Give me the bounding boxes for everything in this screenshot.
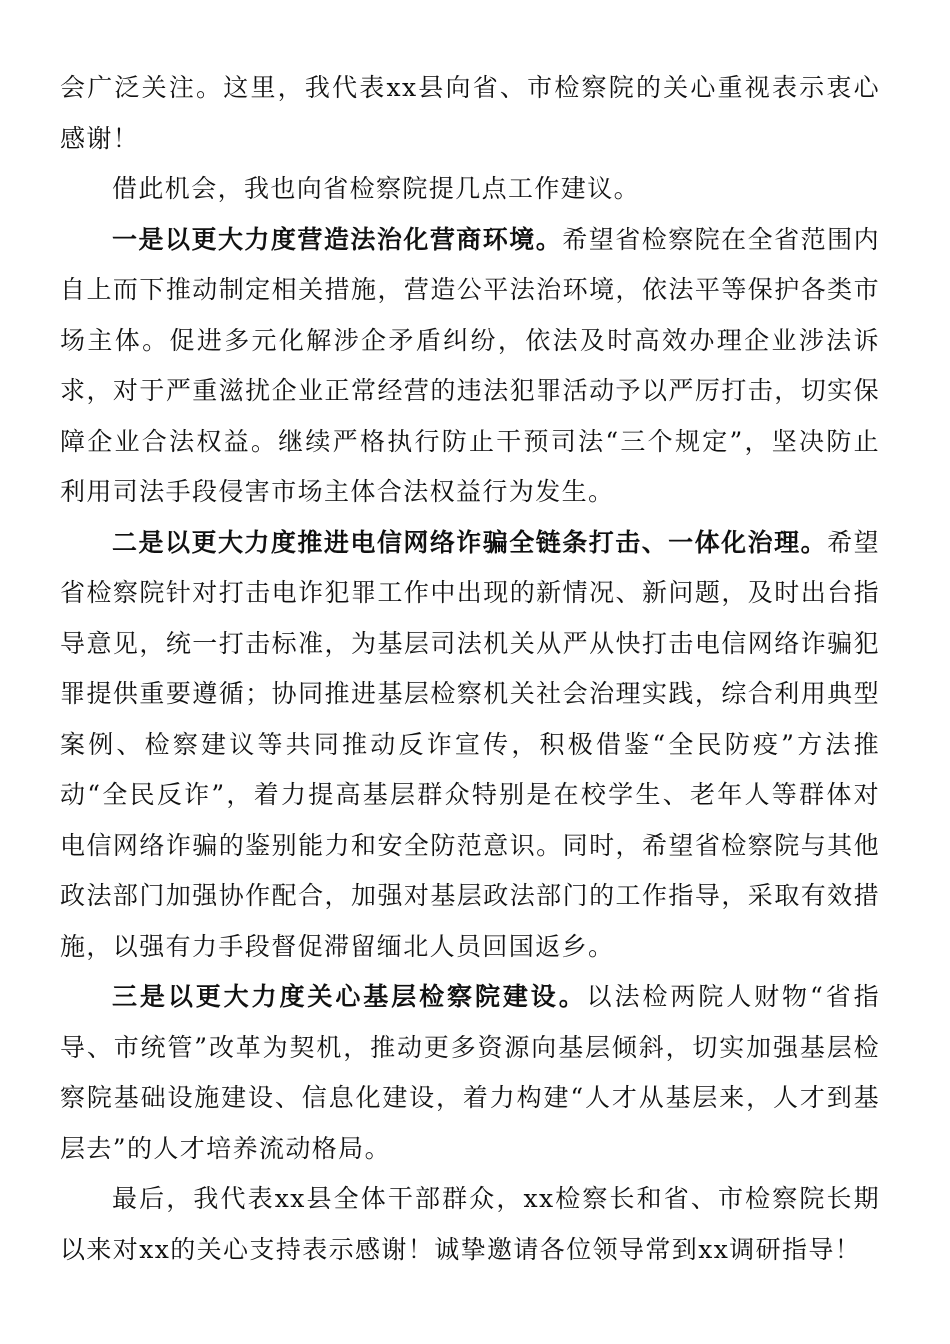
- paragraph-text: 希望省检察院针对打击电诈犯罪工作中出现的新情况、新问题，及时出台指导意见，统一打击标准，为基层司法机关从严从快打击电信网络诈骗犯罪提供重要遵循；协同推进基层检察机关社会治理实践，综合利用典型案例、检察建议等共同推动反诈宣传，积极借鉴“全民防疫”方法推动“全民反诈”，着力提高基层群众特别是在校学生、老年人等群体对电信网络诈骗的鉴别能力和安全防范意识。同时，希望省检察院与其他政法部门加强协作配合，加强对基层政法部门的工作指导，采取有效措施，以强有力手段督促滞留缅北人员回国返乡。: [60, 527, 880, 961]
- paragraph-text: 以法检两院人财物“省指导、市统管”改革为契机，推动更多资源向基层倾斜，切实加强基层检察院基础设施建设、信息化建设，着力构建“人才从基层来，人才到基层去”的人才培养流动格局。: [60, 982, 880, 1163]
- paragraph-text: 最后，我代表xx县全体干部群众，xx检察长和省、市检察院长期以来对xx的关心支持表示感谢！诚挚邀请各位领导常到xx调研指导！: [60, 1184, 880, 1264]
- paragraph-suggestion-1: [60, 215, 880, 518]
- paragraph-continuation: [60, 63, 880, 164]
- paragraph-suggestion-3: [60, 972, 880, 1174]
- paragraph-lead: 三是以更大力度关心基层检察院建设。: [112, 982, 587, 1011]
- paragraph-text: 希望省检察院在全省范围内自上而下推动制定相关措施，营造公平法治环境，依法平等保护各类市场主体。促进多元化解涉企矛盾纠纷，依法及时高效办理企业涉法诉求，对于严重滋扰企业正常经营的违法犯罪活动予以严厉打击，切实保障企业合法权益。继续严格执行防止干预司法“三个规定”，坚决防止利用司法手段侵害市场主体合法权益行为发生。: [60, 224, 880, 506]
- paragraph-suggestion-2: [60, 518, 880, 973]
- paragraph-text: 借此机会，我也向省检察院提几点工作建议。: [112, 174, 641, 203]
- paragraph-intro: [60, 164, 880, 215]
- paragraph-lead: 一是以更大力度营造法治化营商环境。: [112, 224, 563, 254]
- paragraph-closing: [60, 1174, 880, 1275]
- document-body: [60, 63, 880, 1275]
- paragraph-lead: 二是以更大力度推进电信网络诈骗全链条打击、一体化治理。: [112, 527, 828, 557]
- paragraph-text: 会广泛关注。这里，我代表xx县向省、市检察院的关心重视表示衷心感谢！: [60, 73, 880, 153]
